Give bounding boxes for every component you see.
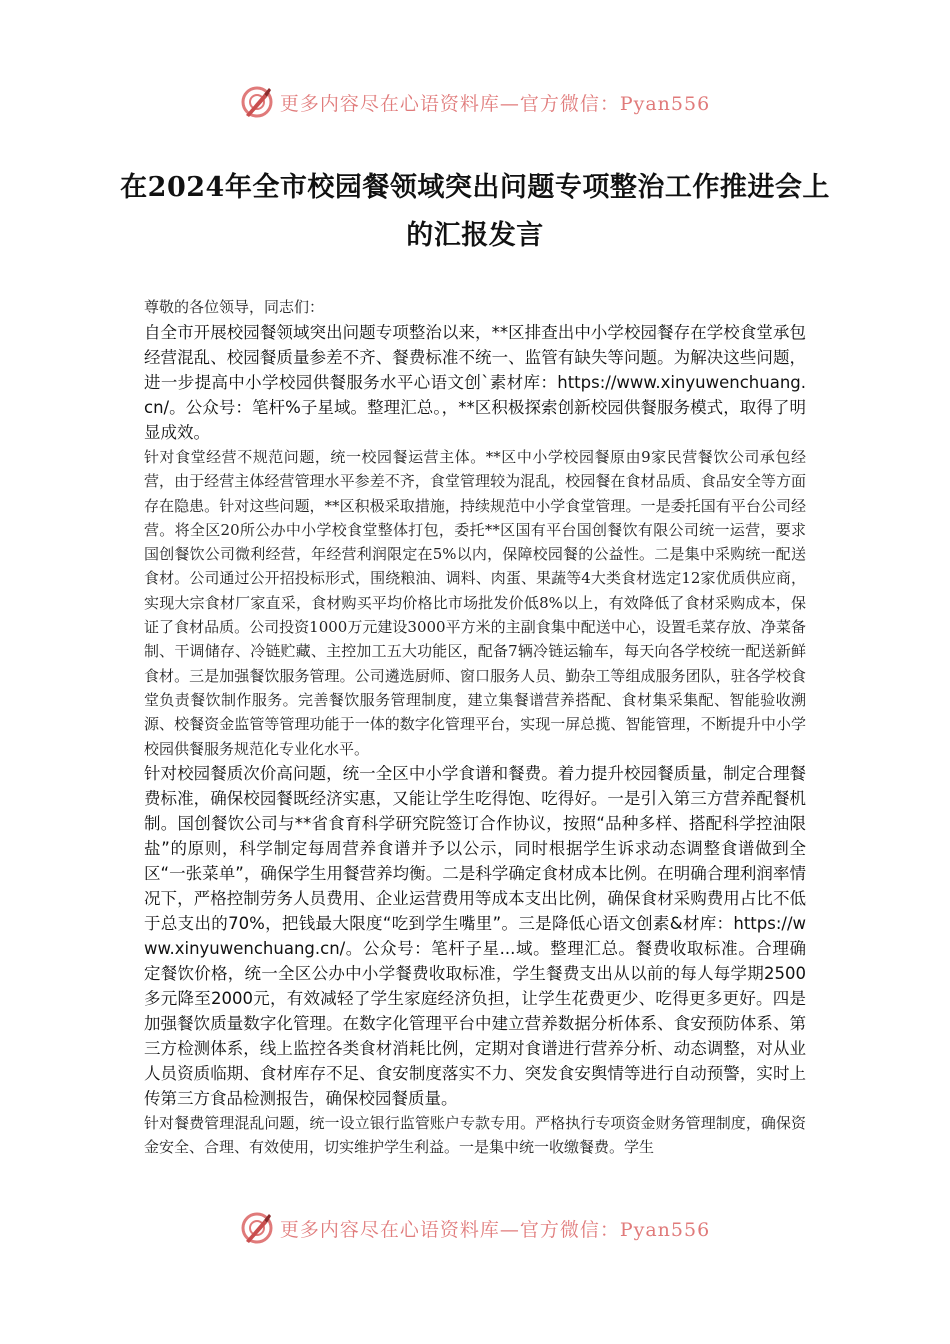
- paragraph-price: 针对校园餐质次价高问题，统一全区中小学食谱和餐费。着力提升校园餐质量，制定合理餐费标准，确保校园餐既经济实惠，又能让学生吃得饱、吃得好。一是引入第三方营养配餐机制。国创餐饮公司与**省食育科学研究院签订合作协议，按照“品种多样、搭配科学控油限盐”的原则，科学制定每周营养食谱并予以公示，同时根据学生诉求动态调整食谱做到全区“一张菜单”，确保学生用餐营养均衡。二是科学确定食材成本比例。在明确合理利润率情况下，严格控制劳务人员费用、企业运营费用等成本支出比例，确保食材采购费用占比不低于总支出的70%，把钱最大限度“吃到学生嘴里”。三是降低心语文创素&材库：https://www.xinyuwenchuang.cn/。公众号：笔杆子星...域。整理汇总。餐费收取标准。合理确定餐饮价格，统一全区公办中小学餐费收取标准，学生餐费支出从以前的每人每学期2500多元降至2000元，有效减轻了学生家庭经济负担，让学生花费更少、吃得更多更好。四是加强餐饮质量数字化管理。在数字化管理平台中建立营养数据分析体系、食安预防体系、第三方检测体系，线上监控各类食材消耗比例，定期对食谱进行营养分析、动态调整，对从业人员资质临期、食材库存不足、食安制度落实不力、突发食安舆情等进行自动预警，实时上传第三方食品检测报告，确保校园餐质量。: [144, 763, 806, 1108]
- header-banner: [0, 80, 950, 124]
- page-title: 在2024年全市校园餐领域突出问题专项整治工作推进会上的汇报发言: [120, 172, 830, 252]
- brush-logo-icon: [240, 1211, 274, 1245]
- document-body: [144, 294, 806, 1159]
- brush-logo-icon: [240, 85, 274, 119]
- paragraph-operation: 针对食堂经营不规范问题，统一校园餐运营主体。**区中小学校园餐原由9家民营餐饮公司承包经营，由于经营主体经营管理水平参差不齐，食堂管理较为混乱，校园餐在食材品质、食品安全等方面存在隐患。针对这些问题，**区积极采取措施，持续规范中小学食堂管理。一是委托国有平台公司经营。将全区20所公办中小学校食堂整体打包，委托**区国有平台国创餐饮有限公司统一运营，要求国创餐饮公司微利经营，年经营利润限定在5%以内，保障校园餐的公益性。二是集中采购统一配送食材。公司通过公开招投标形式，围绕粮油、调料、肉蛋、果蔬等4大类食材选定12家优质供应商，实现大宗食材厂家直采，食材购买平均价格比市场批发价低8%以上，有效降低了食材采购成本，保证了食材品质。公司投资1000万元建设3000平方米的主副食集中配送中心，设置毛菜存放、净菜备制、干调储存、冷链贮藏、主控加工五大功能区，配备7辆冷链运输车，每天向各学校统一配送新鲜食材。三是加强餐饮服务管理。公司遴选厨师、窗口服务人员、勤杂工等组成服务团队，驻各学校食堂负责餐饮制作服务。完善餐饮服务管理制度，建立集餐谱营养搭配、食材集采集配、智能验收溯源、校餐资金监管等管理功能于一体的数字化管理平台，实现一屏总揽、智能管理，不断提升中小学校园供餐服务规范化专业化水平。: [144, 448, 806, 758]
- banner-text: 更多内容尽在心语资料库—官方微信：Pyan556: [279, 1218, 711, 1241]
- salutation: 尊敬的各位领导，同志们：: [144, 298, 325, 316]
- paragraph-fees: 针对餐费管理混乱问题，统一设立银行监管账户专款专用。严格执行专项资金财务管理制度，确保资金安全、合理、有效使用，切实维护学生利益。一是集中统一收缴餐费。学生: [144, 1113, 806, 1157]
- footer-banner: [0, 1206, 950, 1250]
- paragraph-intro: 自全市开展校园餐领域突出问题专项整治以来，**区排查出中小学校园餐存在学校食堂承包经营混乱、校园餐质量参差不齐、餐费标准不统一、监管有缺失等问题。为解决这些问题，进一步提高中小学校园供餐服务水平心语文创`素材库：https://www.xinyuwenchuang.cn/。公众号：笔杆%子星域。整理汇总。，**区积极探索创新校园供餐服务模式，取得了明显成效。: [144, 323, 806, 442]
- banner-text: 更多内容尽在心语资料库—官方微信：Pyan556: [279, 92, 711, 115]
